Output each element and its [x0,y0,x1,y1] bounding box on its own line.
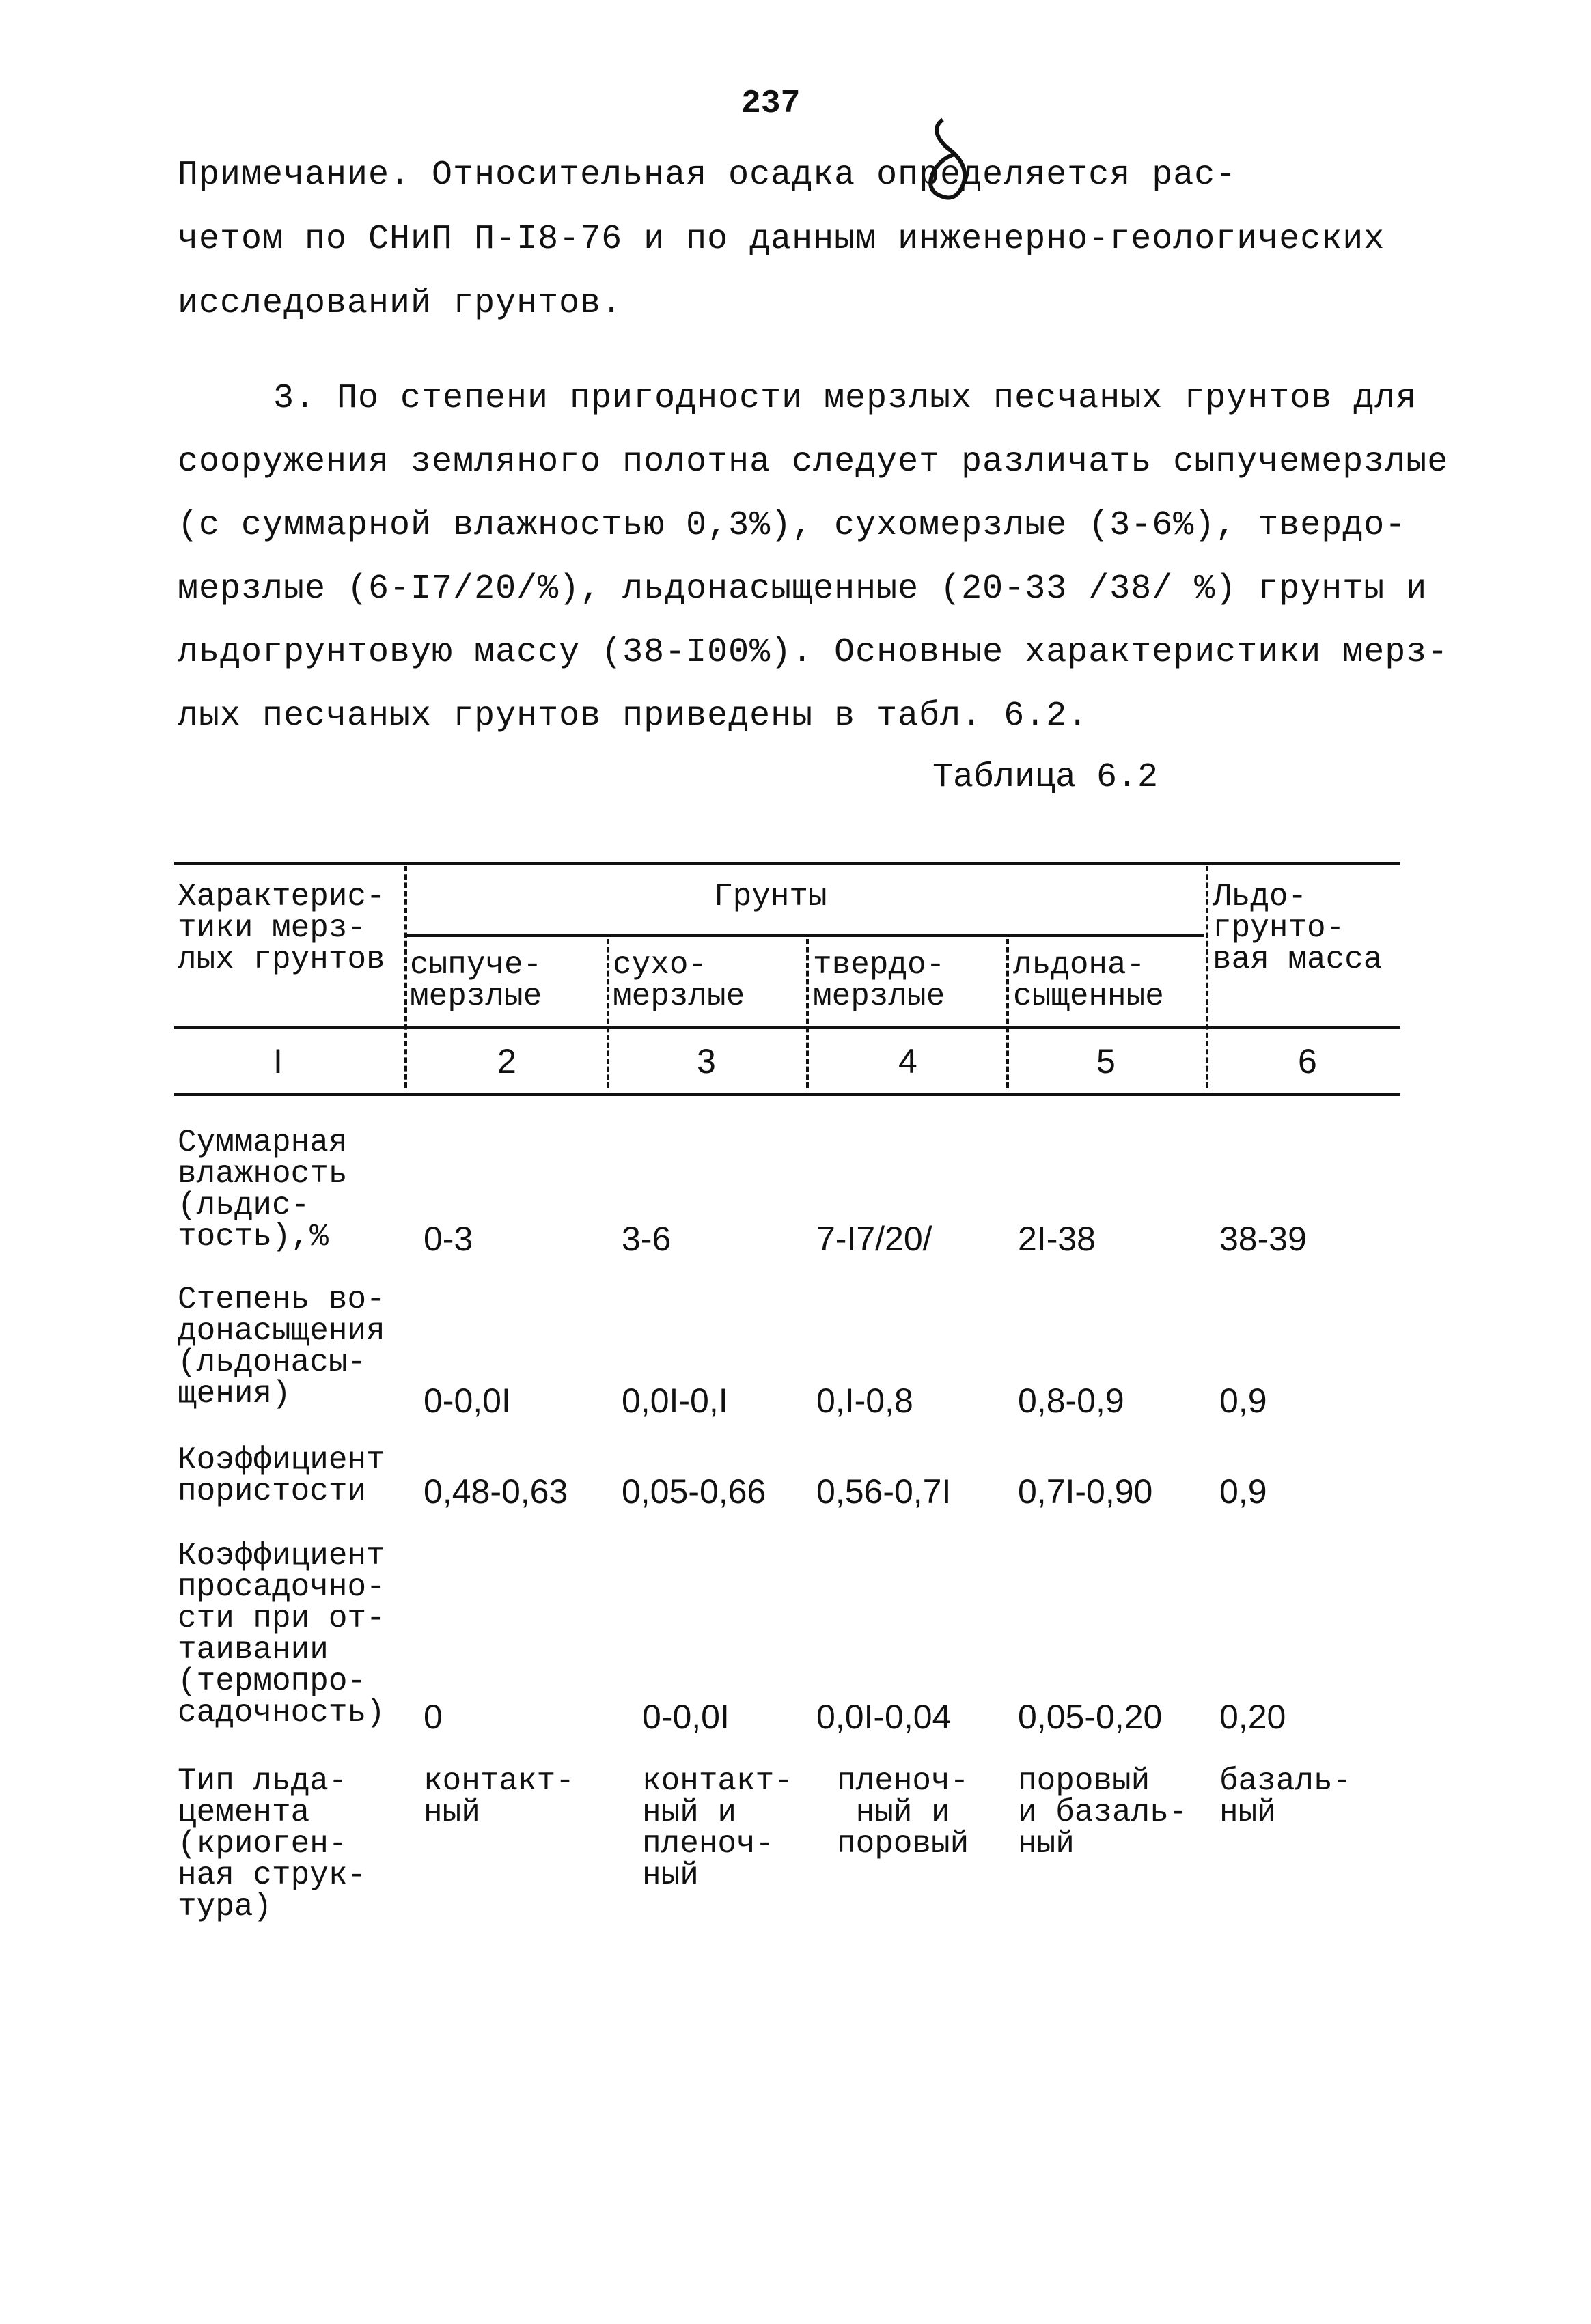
table-cell: 0,9 [1219,1472,1267,1511]
table-cell: 0,7I-0,90 [1018,1472,1153,1511]
table-cell: пленоч- ный и поровый [837,1763,969,1862]
table-cell: 3-6 [622,1220,672,1258]
row-label-ice-cement-type: Тип льда- цемента (криоген- ная струк- тура) [178,1763,367,1924]
table-cell: контакт- ный и пленоч- ный [642,1763,793,1893]
row-label-water-saturation: Степень во- донасыщения (льдонасы- щения) [178,1282,385,1412]
table-cell: 2I-38 [1018,1220,1096,1258]
table-cell: 0,48-0,63 [424,1472,568,1511]
table-cell: 0 [424,1698,443,1736]
header-sub-3: твердо- мерзлые [813,947,945,1014]
paragraph-line-1: 3. По степени пригодности мерзлых песчаных грунтов для [273,379,1417,418]
table-caption: Таблица 6.2 [932,758,1159,797]
header-sub-1: сыпуче- мерзлые [410,947,542,1014]
note-line-1: Примечание. Относительная осадка определяется рас- [178,156,1237,195]
paragraph-line-3: (с суммарной влажностью 0,3%), сухомерзлые (3-6%), твердо- [178,506,1407,545]
paragraph-line-6: лых песчаных грунтов приведены в табл. 6.2. [178,697,1089,736]
table-cell: 0,I-0,8 [816,1382,913,1420]
paragraph-line-5: льдогрунтовую массу (38-I00%). Основные характеристики мерз- [178,633,1449,672]
note-line-2: четом по СНиП П-I8-76 и по данным инженерно-геологических [178,220,1385,259]
header-soils-group: Грунты [714,879,827,914]
col-number-3: 3 [697,1042,716,1080]
table-cell: поровый и базаль- ный [1018,1763,1188,1862]
table-cell: 0,56-0,7I [816,1472,952,1511]
table-cell: 0,0I-0,04 [816,1698,952,1736]
header-sub-2: сухо- мерзлые [613,947,745,1014]
table-cell: 0-3 [424,1220,473,1258]
table-cell: 0-0,0I [424,1382,511,1420]
table-cell: 0,05-0,66 [622,1472,766,1511]
table-divider-3 [806,939,809,1088]
paragraph-line-4: мерзлые (6-I7/20/%), льдонасыщенные (20-33 /38/ %) грунты и [178,570,1428,608]
paragraph-line-2: сооружения земляного полотна следует различать сыпучемерзлые [178,443,1449,481]
row-label-subsidence: Коэффициент просадочно- сти при от- таивании (термопро- садочность) [178,1538,385,1731]
table-cell: 7-I7/20/ [816,1220,932,1258]
table-cell: 0,9 [1219,1382,1267,1420]
table-divider-2 [607,939,609,1088]
table-cell: 0,05-0,20 [1018,1698,1163,1736]
row-label-total-moisture: Суммарная влажность (льдис- тость),% [178,1125,348,1255]
col-number-2: 2 [497,1042,516,1080]
table-numbers-rule [174,1093,1400,1096]
page-number: 237 [741,85,801,122]
header-sub-4: льдона- сыщенные [1013,947,1164,1014]
table-top-rule [174,862,1400,865]
table-divider-5 [1206,866,1208,1088]
table-cell: базаль- ный [1219,1763,1352,1830]
table-cell: 0-0,0I [642,1698,730,1736]
table-cell: 0,8-0,9 [1018,1382,1124,1420]
header-ice-soil-mass: Льдо- грунто- вая масса [1213,879,1383,977]
col-number-6: 6 [1298,1042,1317,1080]
note-line-3: исследований грунтов. [178,284,623,323]
table-cell: контакт- ный [424,1763,575,1830]
table-cell: 0,0I-0,I [622,1382,728,1420]
table-cell: 0,20 [1219,1698,1286,1736]
delta-symbol [915,116,984,205]
col-number-5: 5 [1096,1042,1116,1080]
row-label-porosity: Коэффициент пористости [178,1442,385,1509]
table-group-rule [404,934,1204,937]
table-header-rule [174,1026,1400,1029]
col-number-1: I [273,1042,283,1080]
table-divider-4 [1006,939,1009,1088]
col-number-4: 4 [898,1042,917,1080]
table-cell: 38-39 [1219,1220,1307,1258]
table-divider-1 [404,866,407,1088]
header-characteristics: Характерис- тики мерз- лых грунтов [178,879,385,977]
